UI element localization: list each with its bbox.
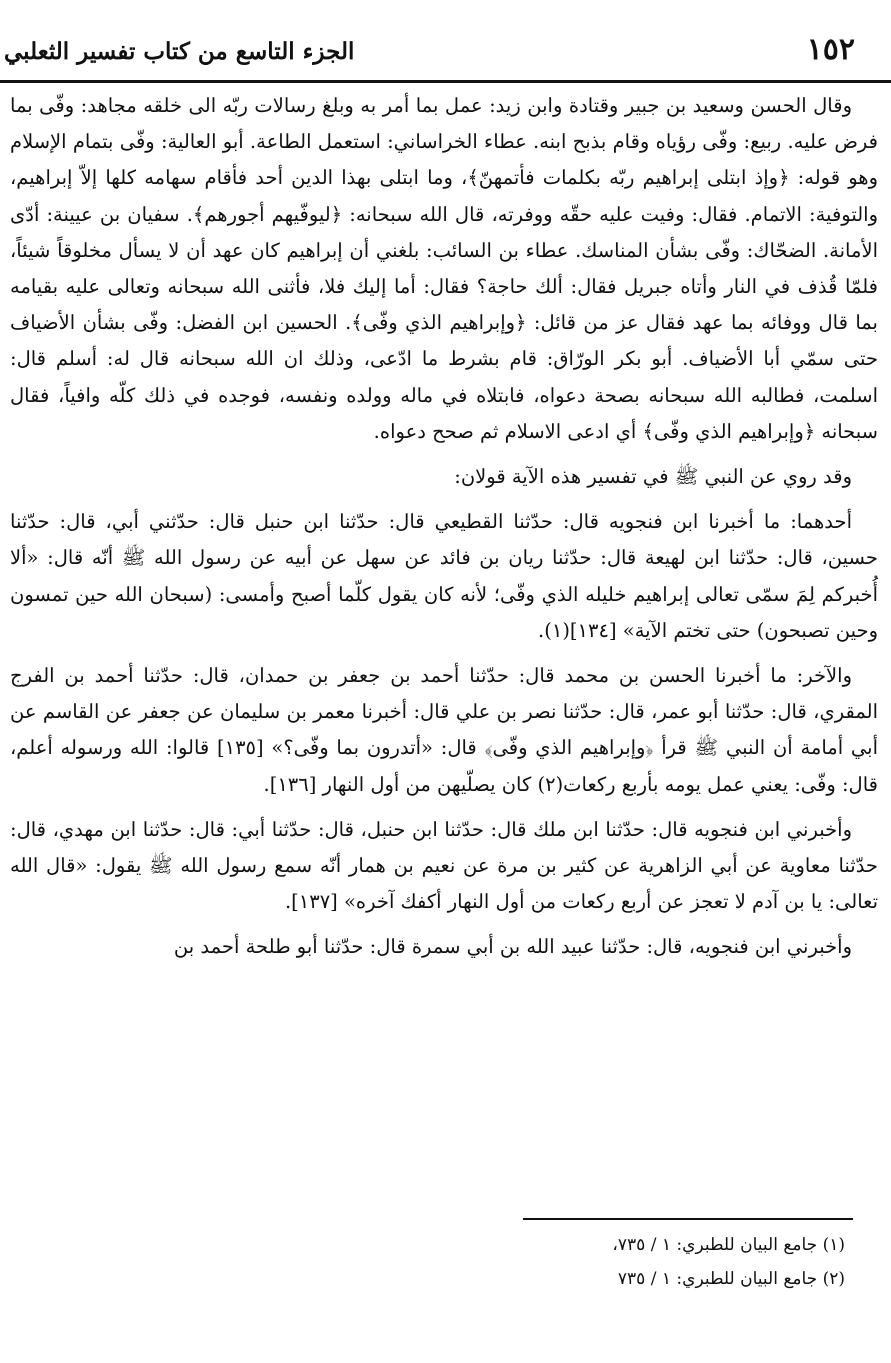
paragraph-4: والآخر: ما أخبرنا الحسن بن محمد قال: حدّثنا أحمد بن جعفر بن حمدان، قال: حدّثنا أحمد بن الفرج المقري، قال: حدّثنا أبو عمر، قال: حدّثنا نصر بن علي قال: أخبرنا معمر بن سليمان عن جعفر عن القاسم عن أبي أمامة أن النبي ﷺ قرأ ﴿وإبراهيم الذي وفّى﴾ قال: «أتدرون بما وفّى؟» [١٣٥] قالوا: الله ورسوله أعلم، قال: وفّى: يعني عمل يومه بأربع ركعات(٢) كان يصلّيهن من أول النهار [١٣٦]. [10,664,879,796]
paragraph-3: أحدهما: ما أخبرنا ابن فنجويه قال: حدّثنا القطيعي قال: حدّثنا ابن حنبل قال: حدّثني أبي، قال: حدّثنا حسين، قال: حدّثنا ابن لهيعة قال: حدّثنا ريان بن فائد عن سهل عن أبيه عن رسول الله ﷺ أنّه قال: «ألا أُخبركم لِمَ سمّى تعالى إبراهيم خليله الذي وفّى؛ لأنه كان يقول كلّما أصبح وأمسى: (سبحان الله حين تمسون وحين تصبحون) حتى تختم الآية» [١٣٤](١). [10,510,878,642]
main-text [10,88,878,975]
footnote-2: (٢) جامع البيان للطبري: ١ / ٧٣٥ [617,1269,845,1289]
page-header [0,28,891,84]
page-number: ١٥٢ [806,32,855,67]
paragraph-2: وقد روي عن النبي ﷺ في تفسير هذه الآية قولان: [454,465,852,489]
running-title: الجزء التاسع من كتاب تفسير الثعلبي [4,38,355,65]
paragraph-6: وأخبرني ابن فنجويه، قال: حدّثنا عبيد الله بن أبي سمرة قال: حدّثنا أبو طلحة أحمد بن [173,935,852,959]
header-rule [0,80,891,83]
paragraph-1: وقال الحسن وسعيد بن جبير وقتادة وابن زيد: عمل بما أمر به وبلغ رسالات ربّه الى خلقه مجاهد: وفّى بما فرض عليه. ربيع: وفّى رؤياه وقام بذبح ابنه. عطاء الخراساني: استعمل الطاعة. أبو العالية: وفّى بتمام الإسلام وهو قوله: ﴿وإذ ابتلى إبراهيم ربّه بكلمات فأتمهنّ﴾، وما ابتلى بهذا الدين أحد فأقام سهامه كلها إلاّ إبراهيم، والتوفية: الاتمام. فقال: وفيت عليه حقّه ووفرته، قال الله سبحانه: ﴿ليوفّيهم أجورهم﴾. سفيان بن عيينة: أدّى الأمانة. الضحّاك: وفّى بشأن المناسك. عطاء بن السائب: بلغني أن إبراهيم كان عهد أن لا يسأل مخلوقاً شيئاً، فلمّا قُذف في النار وأتاه جبريل فقال: ألك حاجة؟ فقال: أما إليك فلا، فأثنى الله سبحانه وتعالى عليه بقيامه بما قال ووفائه بما عهد فقال عز من قائل: ﴿وإبراهيم الذي وفّى﴾. الحسين ابن الفضل: وفّى بشأن الأضياف حتى سمّي أبا الأضياف. أبو بكر الورّاق: قام بشرط ما ادّعى، وذلك ان الله سبحانه قال له: أسلم قال: اسلمت، فطالبه الله سبحانه بصحة دعواه، فابتلاه في ماله وولده ونفسه، فوجده في ذلك كلّه وافياً، فقال سبحانه ﴿وإبراهيم الذي وفّى﴾ أي ادعى الاسلام ثم صحح دعواه. [10,94,878,443]
footnotes [145,1228,845,1296]
footnote-rule [523,1218,853,1220]
paragraph-5: وأخبرني ابن فنجويه قال: حدّثنا ابن ملك قال: حدّثنا ابن حنبل، قال: حدّثنا أبي: قال: حدّثنا ابن مهدي، قال: حدّثنا معاوية عن أبي الزاهرية عن كثير بن مرة عن نعيم بن همار أنّه سمع رسول الله ﷺ يقول: «قال الله تعالى: يا بن آدم لا تعجز عن أربع ركعات من أول النهار أكفك آخره» [١٣٧]. [10,817,878,914]
footnote-1: (١) جامع البيان للطبري: ١ / ٧٣٥، [612,1235,845,1255]
